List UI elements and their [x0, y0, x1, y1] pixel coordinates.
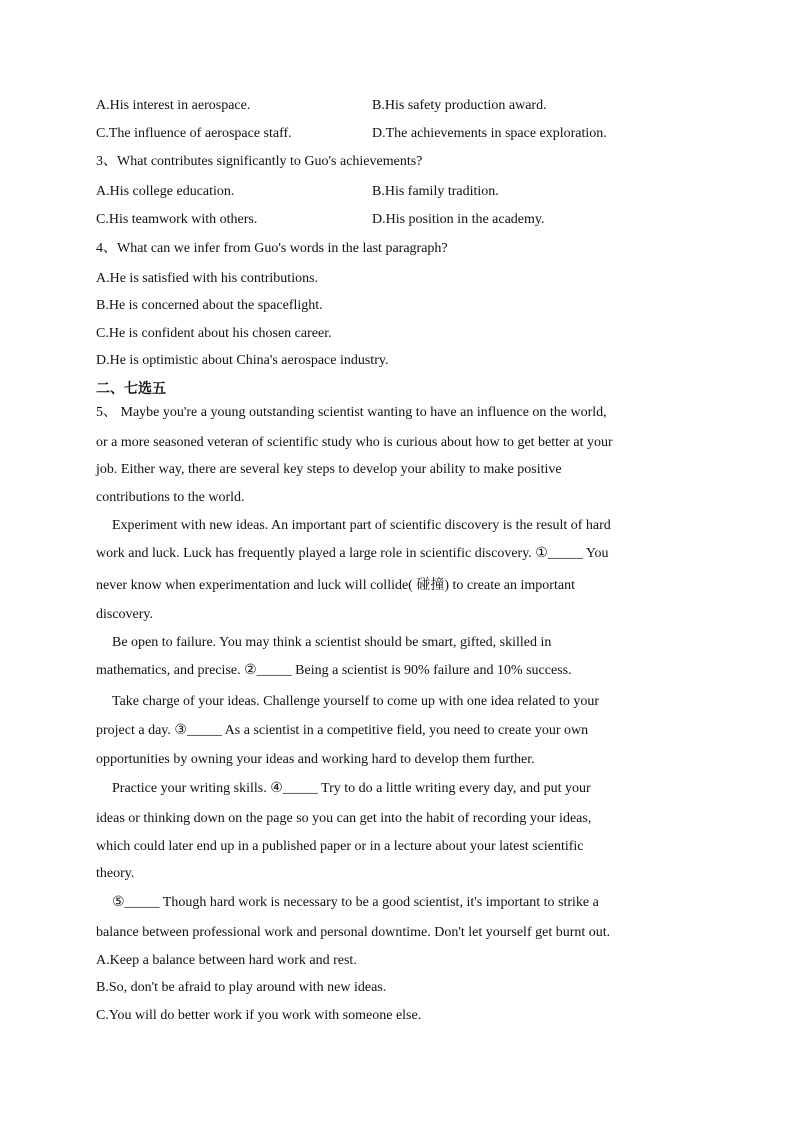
- q4-option-d: D.He is optimistic about China's aerospace industry.: [96, 353, 389, 368]
- q3-option-c: C.His teamwork with others.: [96, 212, 258, 227]
- passage-line: contributions to the world.: [96, 490, 245, 505]
- passage-line: opportunities by owning your ideas and working hard to develop them further.: [96, 752, 535, 767]
- option-c: C.You will do better work if you work with someone else.: [96, 1008, 422, 1023]
- q3-option-a: A.His college education.: [96, 184, 235, 199]
- q4-option-a: A.He is satisfied with his contributions.: [96, 271, 319, 286]
- passage-line: Experiment with new ideas. An important part of scientific discovery is the result of hard: [112, 518, 611, 533]
- passage-line: ideas or thinking down on the page so you can get into the habit of recording your ideas,: [96, 811, 592, 826]
- passage-line: Be open to failure. You may think a scientist should be smart, gifted, skilled in: [112, 635, 552, 650]
- passage-line: never know when experimentation and luck will collide( 碰撞) to create an important: [96, 578, 575, 593]
- section-heading: 二、七选五: [96, 381, 166, 397]
- q4-option-b: B.He is concerned about the spaceflight.: [96, 298, 323, 313]
- option-b: B.So, don't be afraid to play around with new ideas.: [96, 980, 387, 995]
- passage-line: theory.: [96, 866, 135, 881]
- q3-option-b: B.His family tradition.: [372, 184, 499, 199]
- passage-line: mathematics, and precise. ②_____ Being a scientist is 90% failure and 10% success.: [96, 663, 572, 678]
- passage-line: Practice your writing skills. ④_____ Try to do a little writing every day, and put your: [112, 781, 591, 796]
- option-a: A.Keep a balance between hard work and rest.: [96, 953, 357, 968]
- passage-line: project a day. ③_____ As a scientist in a competitive field, you need to create your own: [96, 723, 589, 738]
- q2-option-d: D.The achievements in space exploration.: [372, 126, 607, 141]
- q3-option-d: D.His position in the academy.: [372, 212, 545, 227]
- passage-line: job. Either way, there are several key steps to develop your ability to make positive: [96, 462, 562, 477]
- q2-option-b: B.His safety production award.: [372, 98, 547, 113]
- passage-line: discovery.: [96, 607, 154, 622]
- q4-stem: 4、What can we infer from Guo's words in the last paragraph?: [96, 241, 448, 256]
- q2-option-c: C.The influence of aerospace staff.: [96, 126, 292, 141]
- passage-line: balance between professional work and personal downtime. Don't let yourself get burnt out.: [96, 925, 611, 940]
- passage-line: ⑤_____ Though hard work is necessary to be a good scientist, it's important to strike a: [112, 895, 599, 910]
- passage-line: 5、 Maybe you're a young outstanding scientist wanting to have an influence on the world,: [96, 405, 607, 420]
- q3-stem: 3、What contributes significantly to Guo's achievements?: [96, 154, 423, 169]
- passage-line: or a more seasoned veteran of scientific study who is curious about how to get better at your: [96, 435, 613, 450]
- passage-line: Take charge of your ideas. Challenge yourself to come up with one idea related to your: [112, 694, 600, 709]
- q2-option-a: A.His interest in aerospace.: [96, 98, 251, 113]
- q4-option-c: C.He is confident about his chosen career.: [96, 326, 332, 341]
- passage-line: work and luck. Luck has frequently played a large role in scientific discovery. ①_____ You: [96, 546, 609, 561]
- passage-line: which could later end up in a published paper or in a lecture about your latest scientific: [96, 839, 584, 854]
